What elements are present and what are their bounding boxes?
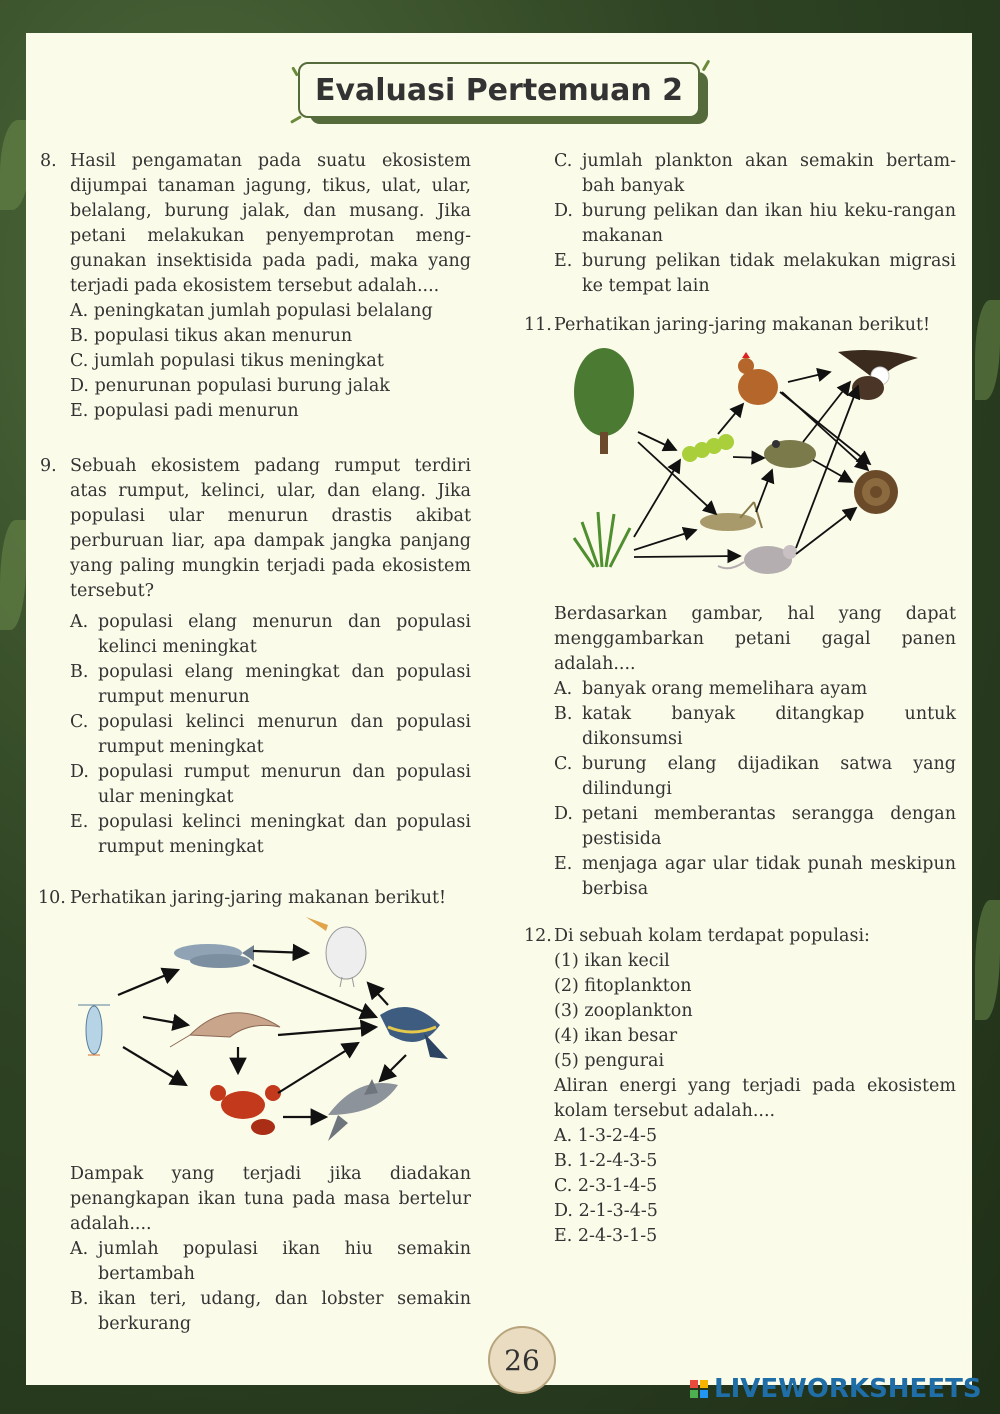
option-e[interactable]: E. populasi kelinci meningkat dan populasi rumput meningkat <box>70 812 471 857</box>
question-number: 12. <box>524 926 552 946</box>
option-d[interactable]: D. petani memberantas serangga dengan pestisida <box>554 804 956 849</box>
question-stem: Perhatikan jaring-jaring makanan berikut! <box>70 888 447 908</box>
shark-icon <box>328 1079 398 1141</box>
question-prompt: Dampak yang terjadi jika diadakan penangkapan ikan tuna pada masa bertelur adalah.... <box>70 1164 471 1234</box>
question-10 <box>28 886 471 1337</box>
option-b[interactable]: B. ikan teri, udang, dan lobster semakin berkurang <box>70 1289 471 1334</box>
right-column <box>512 149 956 1249</box>
option-b[interactable]: B. populasi elang meningkat dan populasi rumput menurun <box>70 662 471 707</box>
tree-icon <box>574 348 634 454</box>
brand-logo-icon <box>690 1380 708 1398</box>
question-number: 8. <box>40 151 57 171</box>
option-b[interactable]: B. katak banyak ditangkap untuk dikonsumsi <box>554 704 956 749</box>
option-e[interactable]: E. 2-4-3-1-5 <box>554 1226 658 1246</box>
question-prompt: Aliran energi yang terjadi pada ekosistem kolam tersebut adalah.... <box>554 1076 956 1121</box>
background-leaf <box>0 520 26 630</box>
marine-food-web-diagram <box>58 915 458 1150</box>
eagle-icon <box>838 350 918 400</box>
grasshopper-icon <box>700 502 762 531</box>
mouse-icon <box>718 545 797 574</box>
list-item: (1) ikan kecil <box>554 951 670 971</box>
background-leaf <box>975 300 1000 400</box>
pelican-icon <box>306 917 366 987</box>
title-banner <box>290 58 720 130</box>
question-stem: Sebuah ekosistem padang rumput terdiri atas rumput, kelinci, ular, dan elang. Jika populasi ular menurun drastis akibat perburuan liar, apa dampak jangka panjang yang paling mungkin terjadi pada ekosistem tersebut? <box>70 456 471 601</box>
question-stem: Hasil pengamatan pada suatu ekosistem dijumpai tanaman jagung, tikus, ulat, ular, belalang, burung jalak, dan musang. Jika petani melakukan penyemprotan meng-gunakan insektisida pada padi, maka yang terjadi pada ekosistem tersebut adalah.... <box>70 151 471 296</box>
option-b[interactable]: B. populasi tikus akan menurun <box>70 326 353 346</box>
option-a[interactable]: A. banyak orang memelihara ayam <box>554 679 868 699</box>
list-item: (2) fitoplankton <box>554 976 692 996</box>
list-item: (5) pengurai <box>554 1051 665 1071</box>
option-c[interactable]: C. 2-3-1-4-5 <box>554 1176 658 1196</box>
tuna-fish-icon <box>380 1007 448 1059</box>
option-b[interactable]: B. 1-2-4-3-5 <box>554 1151 658 1171</box>
question-11 <box>512 313 956 902</box>
question-number: 10. <box>38 888 66 908</box>
question-number: 9. <box>40 456 57 476</box>
list-item: (4) ikan besar <box>554 1026 678 1046</box>
liveworksheets-brand <box>690 1372 982 1406</box>
question-9 <box>28 454 471 860</box>
option-c[interactable]: C. jumlah plankton akan semakin bertam-bah banyak <box>554 151 956 196</box>
option-a[interactable]: A. 1-3-2-4-5 <box>554 1126 658 1146</box>
snake-icon <box>854 470 898 514</box>
question-8 <box>28 149 471 424</box>
terrestrial-food-web-diagram <box>568 342 948 592</box>
option-c[interactable]: C. burung elang dijadikan satwa yang dilindungi <box>554 754 956 799</box>
lobster-icon <box>210 1085 281 1135</box>
option-a[interactable]: A. populasi elang menurun dan populasi kelinci meningkat <box>70 612 471 657</box>
question-number: 11. <box>524 315 552 335</box>
option-d[interactable]: D. penurunan populasi burung jalak <box>70 376 390 396</box>
option-e[interactable]: E. menjaga agar ular tidak punah meskipun berbisa <box>554 854 956 899</box>
option-d[interactable]: D. populasi rumput menurun dan populasi ular meningkat <box>70 762 471 807</box>
option-c[interactable]: C. jumlah populasi tikus meningkat <box>70 351 384 371</box>
option-a[interactable]: A. jumlah populasi ikan hiu semakin bertambah <box>70 1239 471 1284</box>
background-leaf <box>975 900 1000 1020</box>
option-e[interactable]: E. populasi padi menurun <box>70 401 299 421</box>
shrimp-icon <box>170 1013 280 1047</box>
option-d[interactable]: D. 2-1-3-4-5 <box>554 1201 658 1221</box>
page-number: 26 <box>488 1326 556 1394</box>
option-a[interactable]: A. peningkatan jumlah populasi belalang <box>70 301 433 321</box>
question-stem: Di sebuah kolam terdapat populasi: <box>554 926 870 946</box>
question-stem: Perhatikan jaring-jaring makanan berikut! <box>554 315 931 335</box>
left-column <box>28 149 471 1337</box>
option-e[interactable]: E. burung pelikan tidak melakukan migrasi ke tempat lain <box>554 251 956 296</box>
plankton-icon <box>78 1005 110 1055</box>
grass-icon <box>574 512 630 567</box>
brand-name: LIVEWORKSHEETS <box>714 1374 982 1404</box>
question-10-continued <box>512 149 956 299</box>
option-c[interactable]: C. populasi kelinci menurun dan populasi rumput meningkat <box>70 712 471 757</box>
anchovy-fish-icon <box>174 944 254 968</box>
frog-icon <box>764 440 816 468</box>
option-d[interactable]: D. burung pelikan dan ikan hiu keku-rangan makanan <box>554 201 956 246</box>
question-12 <box>512 924 956 1249</box>
chicken-icon <box>738 352 778 405</box>
list-item: (3) zooplankton <box>554 1001 693 1021</box>
page-title: Evaluasi Pertemuan 2 <box>298 62 700 118</box>
question-prompt: Berdasarkan gambar, hal yang dapat menggambarkan petani gagal panen adalah.... <box>554 604 956 674</box>
caterpillar-icon <box>682 434 734 462</box>
